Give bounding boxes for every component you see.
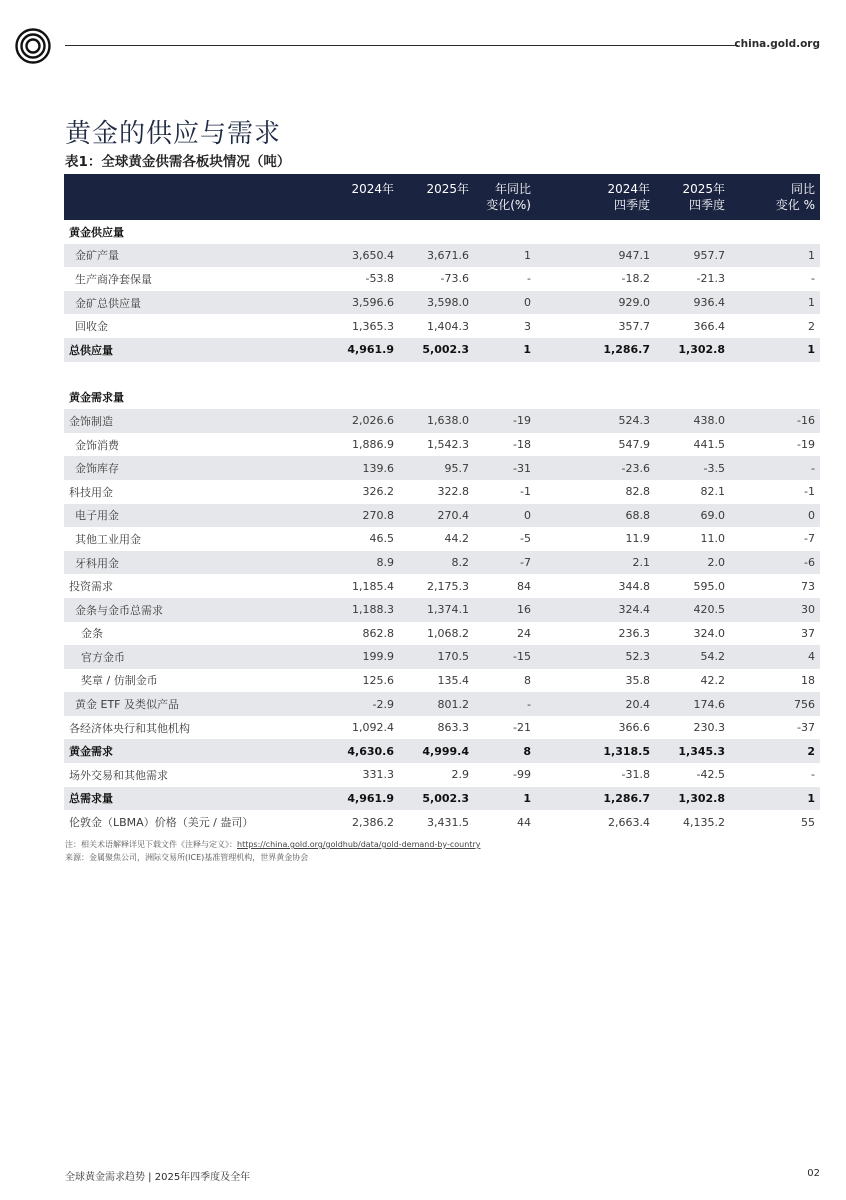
- row-label: 黄金需求量: [69, 391, 124, 405]
- table-cell: -1: [804, 485, 815, 499]
- table-cell: 1,542.3: [427, 438, 469, 452]
- column-header-text: 2025年: [682, 182, 725, 196]
- table-cell: 420.5: [656, 598, 731, 622]
- row-label: 黄金供应量: [69, 225, 124, 239]
- table-cell: 936.4: [656, 291, 731, 315]
- section-header-row: [64, 386, 820, 410]
- table-cell: 1,302.8: [656, 787, 731, 811]
- spacer-row: [64, 362, 820, 386]
- row-label: 金矿产量: [64, 244, 338, 268]
- footer-publication: 全球黄金需求趋势 | 2025年四季度及全年: [65, 1172, 251, 1183]
- wgc-logo-icon: [15, 28, 51, 64]
- row-label: 投资需求: [69, 580, 113, 594]
- table-cell: 1,365.3: [352, 319, 394, 333]
- table-cell: -6: [731, 551, 820, 575]
- table-cell: 44.2: [444, 532, 469, 546]
- table-cell: 1,374.1: [400, 598, 475, 622]
- table-cell: 1: [475, 787, 562, 811]
- column-header-text: 变化 %: [775, 198, 815, 212]
- table-row: [64, 598, 820, 622]
- table-cell: 366.6: [618, 721, 650, 735]
- table-cell: 5,002.3: [400, 338, 475, 362]
- table-cell: 68.8: [562, 504, 656, 528]
- table-cell: 46.5: [369, 532, 394, 546]
- table-cell: 5,002.3: [400, 787, 475, 811]
- table-cell: [338, 386, 400, 410]
- table-cell: 2: [808, 319, 815, 333]
- table-cell: 11.9: [625, 532, 650, 546]
- table-cell: 42.2: [700, 673, 725, 687]
- table-cell: 170.5: [400, 645, 475, 669]
- table-cell: 8.9: [338, 551, 400, 575]
- column-header-text: 2025年: [426, 182, 469, 196]
- table-cell: 4,961.9: [338, 338, 400, 362]
- table-cell: 95.7: [400, 456, 475, 480]
- table-row: [64, 314, 820, 338]
- spacer-cell: [64, 362, 820, 386]
- table-cell: 344.8: [618, 579, 650, 593]
- table-cell: 2,663.4: [608, 815, 650, 829]
- table-cell: 2,026.6: [338, 409, 400, 433]
- header-divider: [65, 45, 738, 46]
- table-cell: 4,135.2: [683, 815, 725, 829]
- table-header-row: [64, 174, 820, 220]
- footer-page-number: 02: [807, 1168, 820, 1179]
- table-cell: -15: [475, 645, 562, 669]
- column-header: [338, 174, 400, 220]
- table-cell: 2: [731, 739, 820, 763]
- table-cell: -18: [513, 438, 531, 452]
- table-cell: -19: [475, 409, 562, 433]
- table-caption: 表1：全球黄金供需各板块情况（吨）: [65, 154, 291, 170]
- table-cell: 1,092.4: [352, 721, 394, 735]
- column-header-text: 变化(%): [486, 198, 531, 212]
- table-cell: 135.4: [437, 673, 469, 687]
- row-label: 官方金币: [64, 645, 338, 669]
- table-cell: 35.8: [625, 673, 650, 687]
- column-header: [400, 174, 475, 220]
- table-row: [64, 574, 820, 598]
- table-cell: 441.5: [693, 438, 725, 452]
- table-cell: 3,431.5: [427, 815, 469, 829]
- table-row: [64, 433, 820, 457]
- table-cell: 357.7: [618, 319, 650, 333]
- table-cell: -: [811, 768, 815, 782]
- table-row: [64, 739, 820, 763]
- table-cell: 2,175.3: [427, 579, 469, 593]
- table-cell: -21.3: [696, 272, 725, 286]
- table-row: [64, 267, 820, 291]
- table-cell: [731, 386, 820, 410]
- table-cell: -: [811, 272, 815, 286]
- table-row: [64, 810, 820, 834]
- table-cell: 11.0: [700, 532, 725, 546]
- table-cell: 595.0: [693, 579, 725, 593]
- table-notes: [65, 838, 480, 864]
- table-row: [64, 338, 820, 362]
- table-cell: 0: [475, 291, 562, 315]
- table-cell: 82.8: [625, 485, 650, 499]
- row-label: 金饰消费: [75, 438, 119, 452]
- table-cell: 139.6: [338, 456, 400, 480]
- table-cell: 0: [731, 504, 820, 528]
- table-cell: -73.6: [440, 272, 469, 286]
- table-row: [64, 645, 820, 669]
- table-cell: 20.4: [562, 692, 656, 716]
- table-cell: 52.3: [562, 645, 656, 669]
- table-cell: -23.6: [562, 456, 656, 480]
- table-cell: 1,886.9: [352, 438, 394, 452]
- table-row: [64, 692, 820, 716]
- table-cell: 2,386.2: [352, 815, 394, 829]
- column-header-text: 同比: [790, 182, 815, 196]
- row-label: 生产商净套保量: [75, 272, 152, 286]
- table-cell: 1,188.3: [338, 598, 400, 622]
- table-cell: 1: [731, 787, 820, 811]
- column-header-text: 四季度: [688, 198, 725, 212]
- table-cell: 929.0: [562, 291, 656, 315]
- column-header-text: 2024年: [607, 182, 650, 196]
- table-cell: -42.5: [696, 768, 725, 782]
- table-cell: 125.6: [362, 673, 394, 687]
- table-cell: [338, 220, 400, 244]
- row-label: 电子用金: [64, 504, 338, 528]
- table-cell: -18.2: [621, 272, 650, 286]
- table-cell: 1,286.7: [562, 338, 656, 362]
- table-cell: [731, 220, 820, 244]
- table-cell: 8.2: [400, 551, 475, 575]
- table-cell: 199.9: [338, 645, 400, 669]
- row-label: 奖章 / 仿制金币: [81, 674, 158, 688]
- table-cell: 1,345.3: [656, 739, 731, 763]
- section-header-row: [64, 220, 820, 244]
- row-label: 黄金需求: [64, 739, 338, 763]
- table-cell: 863.3: [437, 721, 469, 735]
- row-label: 伦敦金（LBMA）价格（美元 / 盎司）: [69, 816, 254, 830]
- row-label: 金矿总供应量: [64, 291, 338, 315]
- table-cell: 1,068.2: [427, 626, 469, 640]
- table-cell: 270.4: [400, 504, 475, 528]
- table-cell: 16: [475, 598, 562, 622]
- table-cell: 1,185.4: [352, 579, 394, 593]
- table-row: [64, 291, 820, 315]
- table-cell: 84: [517, 579, 531, 593]
- table-row: [64, 622, 820, 646]
- row-label: 总供应量: [64, 338, 338, 362]
- table-cell: 331.3: [362, 768, 394, 782]
- table-row: [64, 527, 820, 551]
- table-cell: 3: [524, 319, 531, 333]
- table-cell: 324.0: [693, 626, 725, 640]
- column-header-label: [64, 174, 338, 220]
- table-cell: 2.0: [656, 551, 731, 575]
- table-cell: 3,671.6: [400, 244, 475, 268]
- row-label: 金饰库存: [64, 456, 338, 480]
- table-cell: 524.3: [562, 409, 656, 433]
- note-link[interactable]: https://china.gold.org/goldhub/data/gold-demand-by-country: [237, 840, 481, 849]
- table-cell: 30: [731, 598, 820, 622]
- table-cell: 3,598.0: [400, 291, 475, 315]
- table-cell: 69.0: [656, 504, 731, 528]
- table-cell: 947.1: [562, 244, 656, 268]
- row-label: 科技用金: [69, 485, 113, 499]
- table-cell: 1: [475, 244, 562, 268]
- table-cell: 1,404.3: [427, 319, 469, 333]
- row-label: 场外交易和其他需求: [69, 768, 168, 782]
- table-cell: -7: [804, 532, 815, 546]
- table-cell: 1,638.0: [400, 409, 475, 433]
- table-cell: [562, 220, 656, 244]
- table-cell: 0: [475, 504, 562, 528]
- table-cell: 230.3: [693, 721, 725, 735]
- table-cell: -: [527, 272, 531, 286]
- table-cell: [656, 386, 731, 410]
- table-cell: 4: [731, 645, 820, 669]
- table-cell: [475, 220, 562, 244]
- table-cell: 73: [801, 579, 815, 593]
- table-cell: 8: [475, 739, 562, 763]
- table-cell: 18: [801, 673, 815, 687]
- table-cell: [656, 220, 731, 244]
- table-cell: 54.2: [656, 645, 731, 669]
- table-cell: -31: [475, 456, 562, 480]
- column-header-text: 2024年: [351, 182, 394, 196]
- row-label: 牙科用金: [64, 551, 338, 575]
- table-cell: -16: [731, 409, 820, 433]
- table-cell: 547.9: [618, 438, 650, 452]
- table-cell: -: [731, 456, 820, 480]
- table-cell: [562, 386, 656, 410]
- table-cell: 3,596.6: [338, 291, 400, 315]
- table-cell: 44: [517, 815, 531, 829]
- table-row: [64, 480, 820, 504]
- table-row: [64, 763, 820, 787]
- row-label: 其他工业用金: [75, 532, 141, 546]
- header-site-link[interactable]: china.gold.org: [734, 38, 820, 50]
- page-title: 黄金的供应与需求: [65, 119, 282, 149]
- table-row: [64, 551, 820, 575]
- table-cell: 862.8: [362, 626, 394, 640]
- table-cell: [475, 386, 562, 410]
- table-cell: [400, 386, 475, 410]
- supply-demand-table: [64, 174, 820, 834]
- table-cell: -3.5: [656, 456, 731, 480]
- table-cell: 1: [731, 291, 820, 315]
- column-header: [731, 174, 820, 220]
- table-cell: 1,318.5: [562, 739, 656, 763]
- table-cell: -53.8: [365, 272, 394, 286]
- table-cell: -19: [797, 438, 815, 452]
- table-cell: 438.0: [656, 409, 731, 433]
- table-cell: -31.8: [621, 768, 650, 782]
- table-cell: -7: [475, 551, 562, 575]
- column-header: [475, 174, 562, 220]
- row-label: 各经济体央行和其他机构: [69, 721, 190, 735]
- note-prefix: 注：相关术语解释详见下载文件《注释与定义》：: [65, 840, 237, 849]
- table-row: [64, 244, 820, 268]
- table-cell: 324.4: [562, 598, 656, 622]
- note-source: 来源：金属聚焦公司，洲际交易所(ICE)基准管理机构，世界黄金协会: [65, 853, 309, 862]
- table-cell: 1,302.8: [656, 338, 731, 362]
- row-label: 总需求量: [64, 787, 338, 811]
- row-label: 金条与金币总需求: [64, 598, 338, 622]
- table-cell: 326.2: [362, 485, 394, 499]
- row-label: 金条: [81, 627, 103, 641]
- table-cell: -5: [520, 532, 531, 546]
- table-cell: 801.2: [400, 692, 475, 716]
- table-cell: 174.6: [656, 692, 731, 716]
- table-cell: -1: [520, 485, 531, 499]
- table-row: [64, 716, 820, 740]
- table-row: [64, 669, 820, 693]
- table-cell: 4,999.4: [400, 739, 475, 763]
- table-cell: -21: [513, 721, 531, 735]
- table-cell: 4,961.9: [338, 787, 400, 811]
- table-cell: 1,286.7: [562, 787, 656, 811]
- table-row: [64, 504, 820, 528]
- table-cell: -37: [797, 721, 815, 735]
- table-cell: 82.1: [700, 485, 725, 499]
- table-cell: 24: [517, 626, 531, 640]
- table-row: [64, 409, 820, 433]
- table-cell: 2.1: [562, 551, 656, 575]
- table-row: [64, 787, 820, 811]
- table-cell: 3,650.4: [338, 244, 400, 268]
- table-cell: 270.8: [338, 504, 400, 528]
- table-cell: 1: [731, 338, 820, 362]
- table-cell: 957.7: [656, 244, 731, 268]
- table-cell: 236.3: [618, 626, 650, 640]
- table-cell: 756: [731, 692, 820, 716]
- note-definitions: [65, 838, 480, 851]
- row-label: 回收金: [75, 320, 108, 334]
- table-cell: 366.4: [693, 319, 725, 333]
- column-header: [562, 174, 656, 220]
- table-cell: 4,630.6: [338, 739, 400, 763]
- table-cell: [400, 220, 475, 244]
- column-header: [656, 174, 731, 220]
- row-label: 金饰制造: [64, 409, 338, 433]
- table-cell: -2.9: [338, 692, 400, 716]
- table-cell: 37: [801, 626, 815, 640]
- table-cell: 2.9: [451, 768, 469, 782]
- table-cell: -99: [513, 768, 531, 782]
- column-header-text: 四季度: [613, 198, 650, 212]
- column-header-text: 年同比: [494, 182, 531, 196]
- table-cell: 8: [524, 673, 531, 687]
- table-cell: 1: [475, 338, 562, 362]
- table-cell: -: [475, 692, 562, 716]
- table-row: [64, 456, 820, 480]
- table-cell: 322.8: [437, 485, 469, 499]
- row-label: 黄金 ETF 及类似产品: [64, 692, 338, 716]
- table-cell: 1: [731, 244, 820, 268]
- table-cell: 55: [801, 815, 815, 829]
